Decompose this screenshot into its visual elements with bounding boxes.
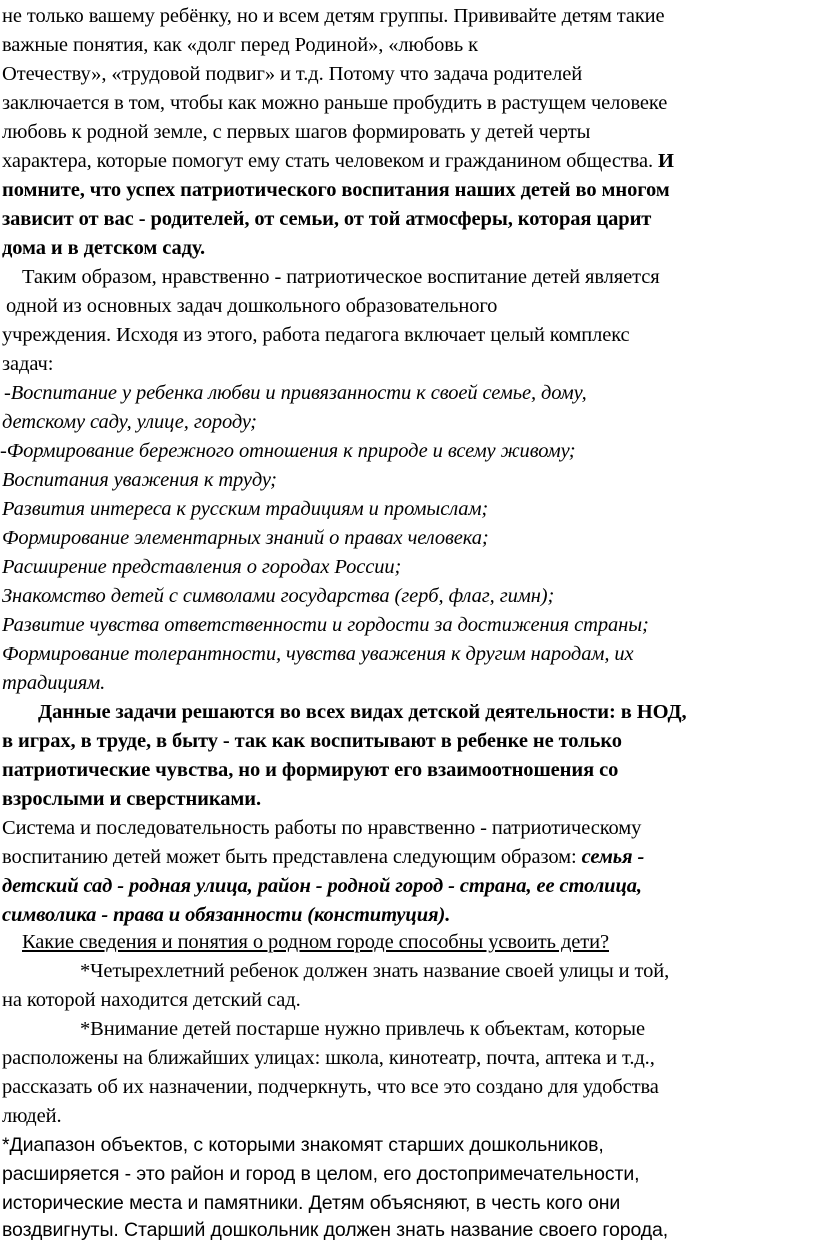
text-line: *Внимание детей постарше нужно привлечь к объектам, которые: [80, 1018, 645, 1040]
bold-text-line: патриотические чувства, но и формируют его взаимоотношения со: [2, 759, 619, 781]
text-line: воздвигнуты. Старший дошкольник должен знать название своего города,: [2, 1219, 669, 1241]
text-line: одной из основных задач дошкольного образовательного: [6, 295, 498, 317]
task-item: детскому саду, улице, городу;: [2, 411, 257, 433]
task-item: Развития интереса к русским традициям и промыслам;: [2, 498, 489, 520]
text-line: расширяется - это район и город в целом, его достопримечательности,: [2, 1163, 640, 1185]
bold-text-line: помните, что успех патриотического воспитания наших детей во многом: [2, 179, 670, 201]
task-item: -Формирование бережного отношения к природе и всему живому;: [0, 440, 576, 462]
bold-text-span: И: [658, 150, 674, 172]
text-line: важные понятия, как «долг перед Родиной», «любовь к: [2, 34, 478, 56]
text-line: любовь к родной земле, с первых шагов формировать у детей черты: [2, 121, 591, 143]
text-line: Таким образом, нравственно - патриотическое воспитание детей является: [22, 266, 660, 288]
text-line: на которой находится детский сад.: [2, 989, 301, 1011]
text-line: не только вашему ребёнку, но и всем детям группы. Прививайте детям такие: [2, 5, 665, 27]
bold-text-line: Данные задачи решаются во всех видах детской деятельности: в НОД,: [38, 701, 687, 723]
text-line: *Четырехлетний ребенок должен знать название своей улицы и той,: [80, 960, 670, 982]
task-item: Воспитания уважения к труду;: [2, 469, 277, 491]
bold-italic-line: символика - права и обязанности (конституция).: [2, 904, 451, 926]
bold-italic-line: детский сад - родная улица, район - родной город - страна, ее столица,: [2, 875, 642, 897]
bold-text-line: зависит от вас - родителей, от семьи, от той атмосферы, которая царит: [2, 208, 652, 230]
task-item: Знакомство детей с символами государства (герб, флаг, гимн);: [2, 585, 555, 607]
task-item: Формирование элементарных знаний о правах человека;: [2, 527, 489, 549]
text-line: Отечеству», «трудовой подвиг» и т.д. Потому что задача родителей: [2, 63, 583, 85]
text-span: характера, которые помогут ему стать человеком и гражданином общества.: [2, 150, 659, 172]
text-line: *Диапазон объектов, с которыми знакомят старших дошкольников,: [2, 1134, 604, 1156]
text-line: людей.: [2, 1105, 62, 1127]
bold-italic-span: семья -: [581, 846, 645, 868]
task-item: Развитие чувства ответственности и гордости за достижения страны;: [2, 614, 649, 636]
text-line: расположены на ближайших улицах: школа, кинотеатр, почта, аптека и т.д.,: [2, 1047, 655, 1069]
text-line: заключается в том, чтобы как можно раньше пробудить в растущем человеке: [2, 92, 668, 114]
text-line: Система и последовательность работы по нравственно - патриотическому: [2, 817, 642, 839]
task-item: традициям.: [2, 672, 106, 694]
text-line: исторические места и памятники. Детям объясняют, в честь кого они: [2, 1192, 621, 1214]
bold-text-line: взрослыми и сверстниками.: [2, 788, 262, 810]
bold-text-line: в играх, в труде, в быту - так как воспитывают в ребенке не только: [2, 730, 622, 752]
bold-text-line: дома и в детском саду.: [2, 237, 206, 259]
task-item: Формирование толерантности, чувства уважения к другим народам, их: [2, 643, 634, 665]
text-line: [2, 147, 674, 176]
task-item: -Воспитание у ребенка любви и привязанности к своей семье, дому,: [4, 382, 587, 404]
text-line: задач:: [2, 353, 54, 375]
text-line: рассказать об их назначении, подчеркнуть, что все это создано для удобства: [2, 1076, 659, 1098]
text-line: [2, 843, 644, 872]
task-item: Расширение представления о городах России;: [2, 556, 402, 578]
text-span: воспитанию детей может быть представлена следующим образом:: [2, 846, 582, 868]
text-line: учреждения. Исходя из этого, работа педагога включает целый комплекс: [2, 324, 630, 346]
section-question: Какие сведения и понятия о родном городе способны усвоить дети?: [22, 931, 609, 953]
